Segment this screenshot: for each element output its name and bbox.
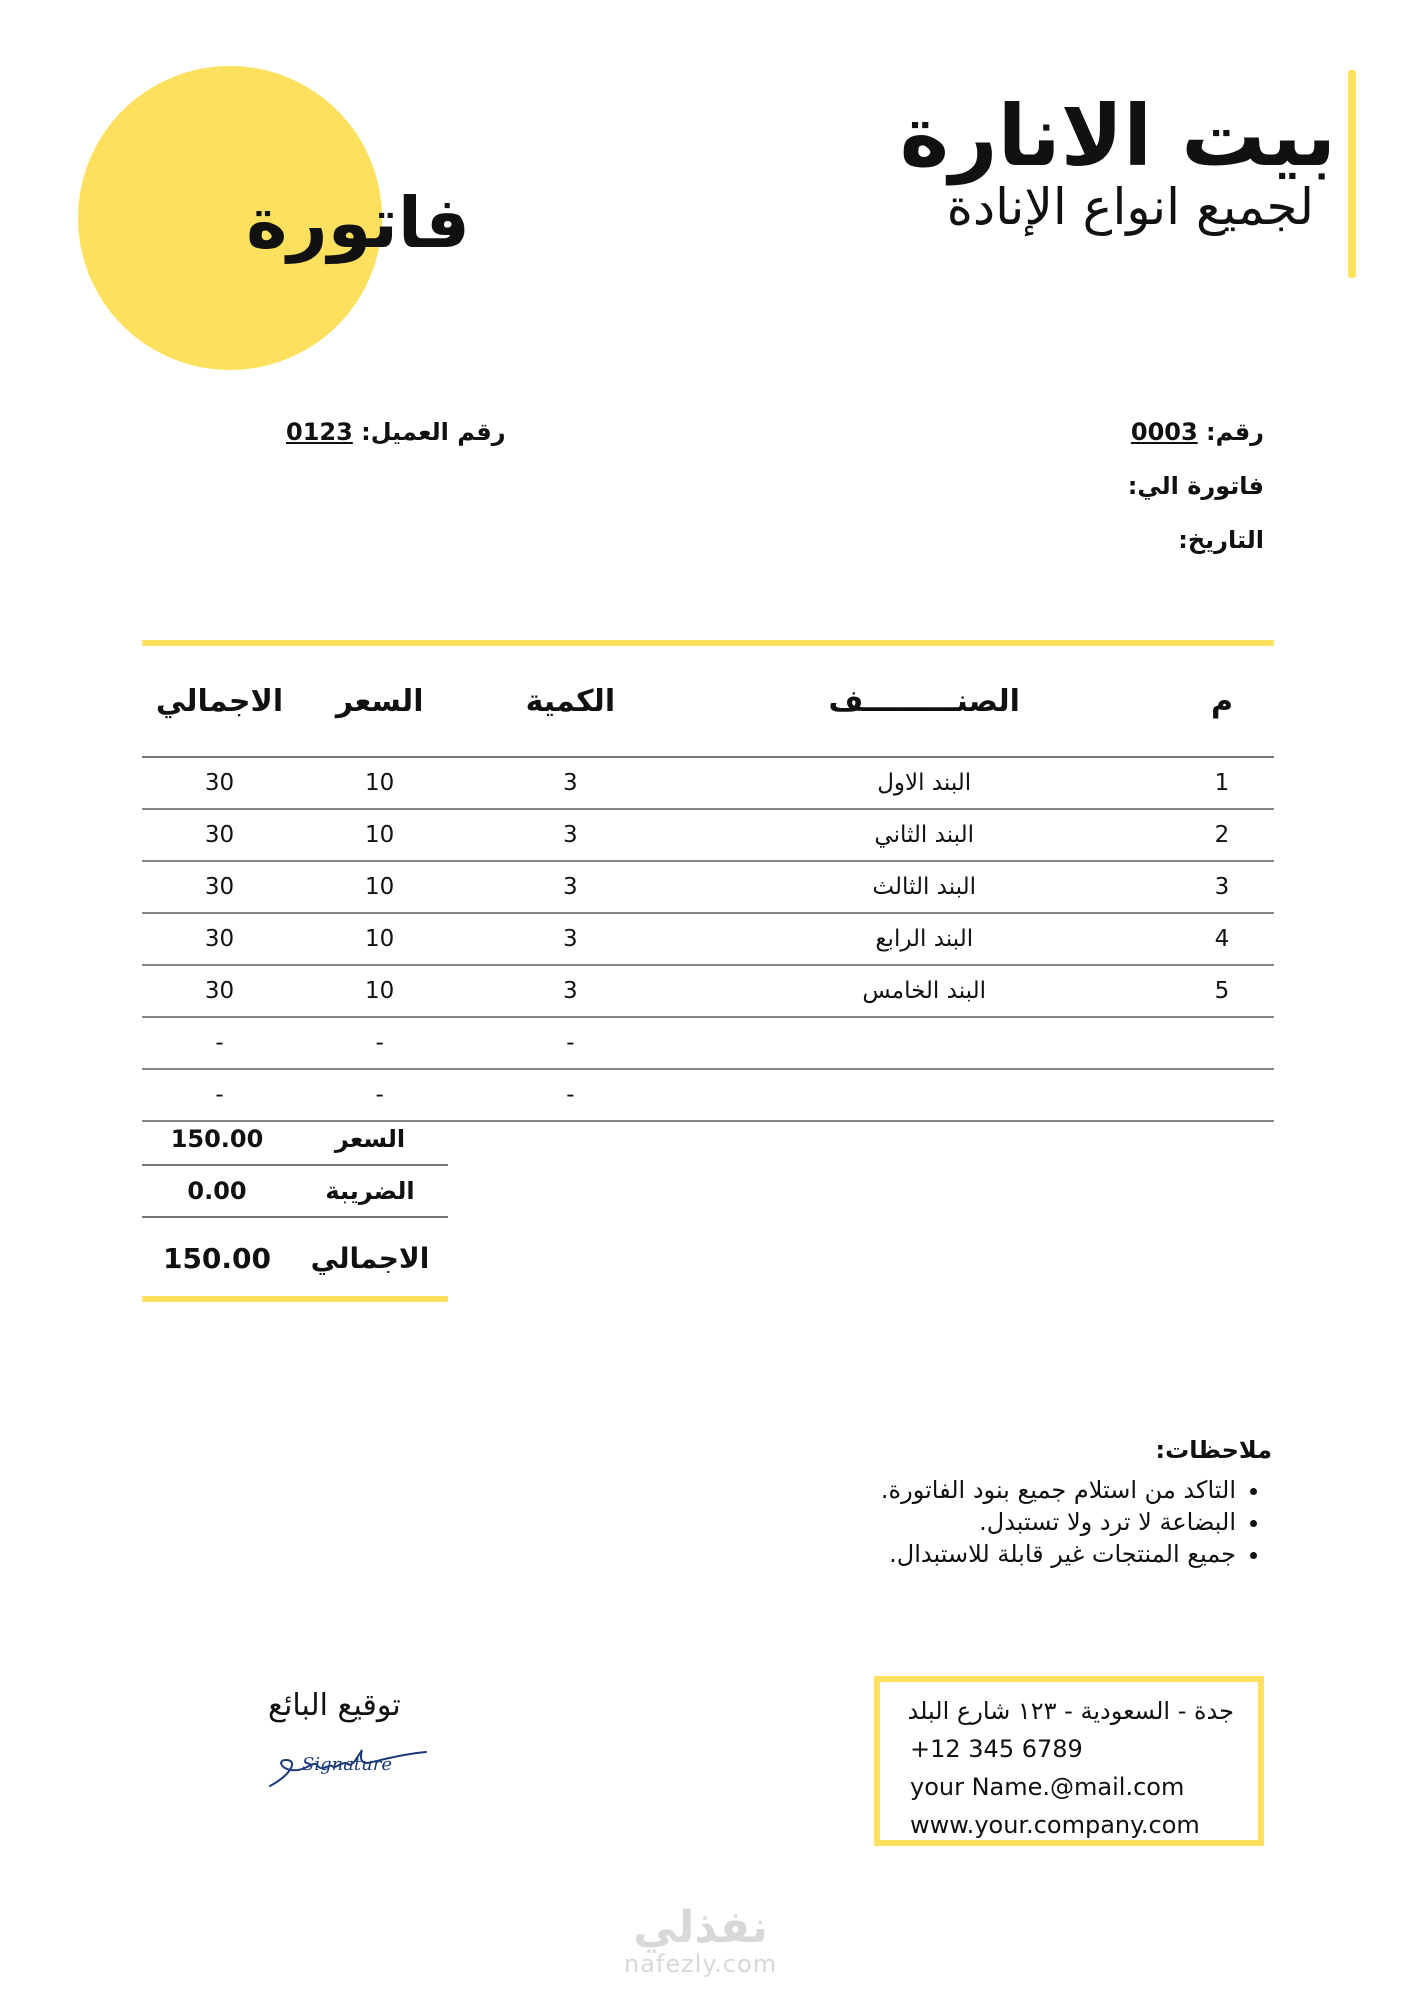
notes-list [881,1474,1272,1570]
cell-item: البند الاول [678,757,1170,809]
customer-number-value: 0123 [286,418,353,446]
customer-number-label: رقم العميل: [361,418,506,446]
col-header-quantity: الكمية [462,646,678,757]
cell-quantity: - [462,1069,678,1121]
table-row [142,965,1274,1017]
cell-quantity: 3 [462,965,678,1017]
cell-index [1170,1017,1274,1069]
notes-title: ملاحظات: [1155,1436,1272,1464]
invoice-number-label: رقم: [1206,418,1264,446]
contact-website: www.your.company.com [910,1811,1200,1839]
cell-price: 10 [297,861,462,913]
col-header-total: الاجمالي [142,646,297,757]
cell-price: - [297,1069,462,1121]
cell-item: البند الثاني [678,809,1170,861]
cell-item [678,1017,1170,1069]
cell-item: البند الثالث [678,861,1170,913]
table-header-row [142,646,1274,757]
cell-total: - [142,1017,297,1069]
cell-quantity: 3 [462,809,678,861]
totals-bottom-rule [142,1296,448,1302]
cell-price: 10 [297,913,462,965]
table-row [142,757,1274,809]
totals-table [142,1114,448,1298]
note-item: • التاكد من استلام جميع بنود الفاتورة. [881,1474,1236,1506]
cell-index: 5 [1170,965,1274,1017]
cell-total: - [142,1069,297,1121]
cell-item: البند الخامس [678,965,1170,1017]
cell-price: 10 [297,757,462,809]
contact-address: جدة - السعودية - ١٢٣ شارع البلد [907,1697,1234,1725]
cell-index [1170,1069,1274,1121]
cell-quantity: 3 [462,861,678,913]
date-label: التاريخ: [1178,526,1264,554]
cell-total: 30 [142,965,297,1017]
cell-item: البند الرابع [678,913,1170,965]
cell-index: 4 [1170,913,1274,965]
cell-total: 30 [142,861,297,913]
invoice-number [1131,418,1264,446]
items-table [142,646,1274,1122]
invoice-title: فاتورة [246,182,470,264]
tax-label: الضريبة [292,1165,448,1217]
brand-name: بيت الانارة [899,87,1336,185]
watermark-arabic: نفذلي [633,1902,768,1953]
customer-number [286,418,506,446]
cell-quantity: - [462,1017,678,1069]
tax-value: 0.00 [142,1165,292,1217]
grand-total-row [142,1217,448,1298]
tax-row [142,1165,448,1217]
cell-index: 2 [1170,809,1274,861]
cell-total: 30 [142,809,297,861]
subtotal-value: 150.00 [142,1114,292,1165]
contact-box [874,1676,1264,1846]
contact-phone: +12 345 6789 [910,1735,1083,1763]
bill-to-label: فاتورة الي: [1127,472,1264,500]
subtotal-label: السعر [292,1114,448,1165]
subtotal-row [142,1114,448,1165]
cell-price: - [297,1017,462,1069]
cell-index: 1 [1170,757,1274,809]
cell-item [678,1069,1170,1121]
signature-title: توقيع البائع [268,1688,401,1723]
signature-mark [262,1730,432,1792]
cell-price: 10 [297,809,462,861]
grand-total-value: 150.00 [162,1241,272,1275]
cell-total: 30 [142,913,297,965]
note-item: • البضاعة لا ترد ولا تستبدل. [881,1506,1236,1538]
table-row [142,913,1274,965]
table-row [142,1017,1274,1069]
cell-quantity: 3 [462,757,678,809]
contact-email: your Name.@mail.com [910,1773,1185,1801]
col-header-price: السعر [297,646,462,757]
table-row [142,861,1274,913]
grand-total-label: الاجمالي [310,1241,430,1275]
cell-price: 10 [297,965,462,1017]
invoice-number-value: 0003 [1130,418,1198,446]
table-row [142,809,1274,861]
brand-accent-bar [1348,70,1356,278]
cell-total: 30 [142,757,297,809]
cell-quantity: 3 [462,913,678,965]
cell-index: 3 [1170,861,1274,913]
col-header-item: الصنـــــــــف [678,646,1170,757]
col-header-index: م [1170,646,1274,757]
brand-tagline: لجميع انواع الإنادة [946,178,1314,236]
watermark-latin: nafezly.com [624,1950,778,1978]
signature-mark-text: Signature [302,1754,393,1775]
note-item: • جميع المنتجات غير قابلة للاستبدال. [881,1538,1236,1570]
watermark [624,1902,778,1978]
